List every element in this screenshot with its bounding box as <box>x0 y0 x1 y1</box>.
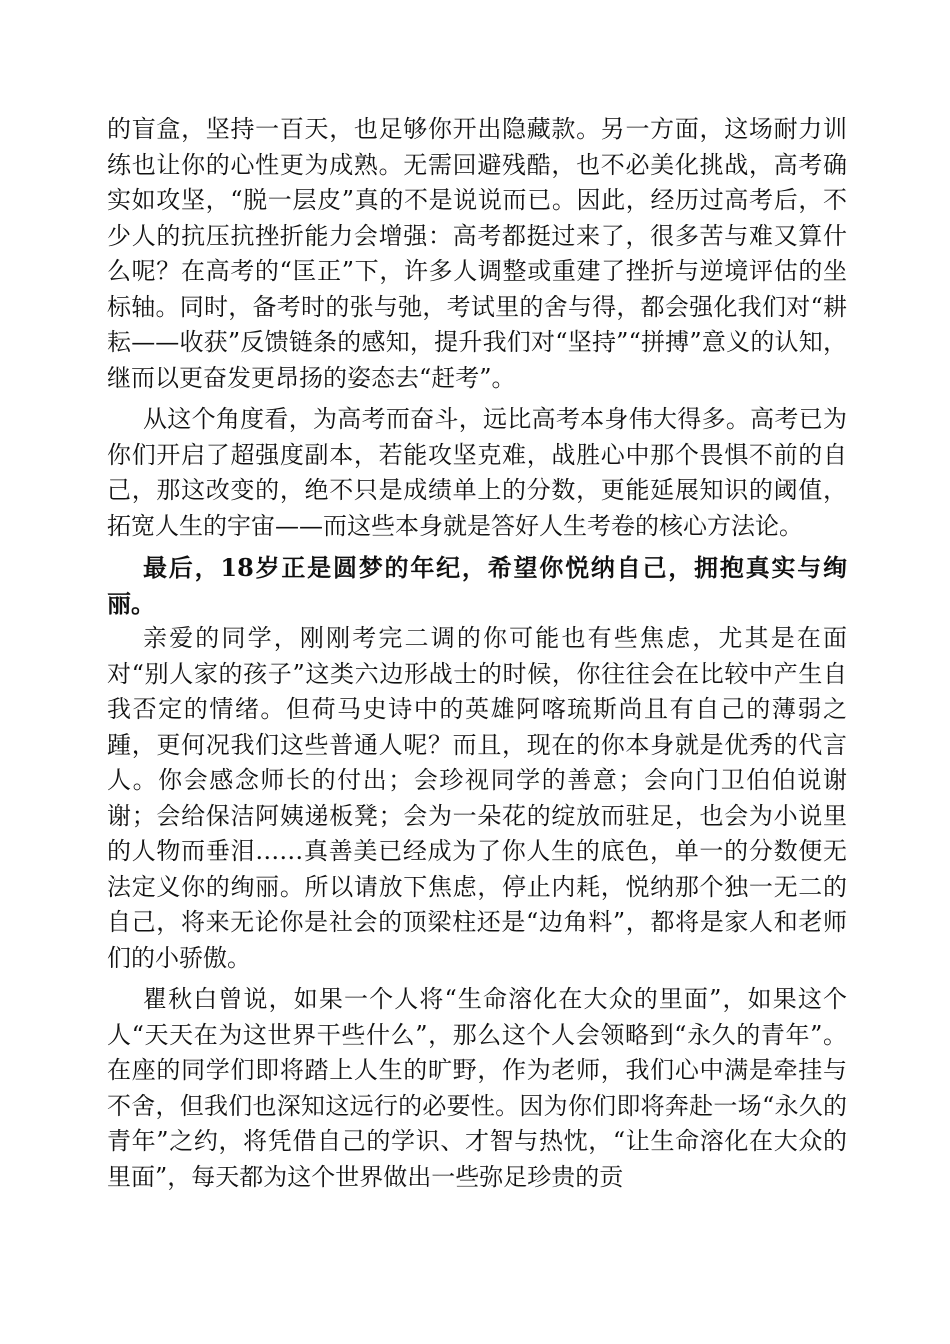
paragraph-3: 亲爱的同学，刚刚考完二调的你可能也有些焦虑，尤其是在面对“别人家的孩子”这类六边形战士的时候，你往往会在比较中产生自我否定的情绪。但荷马史诗中的英雄阿喀琉斯尚且有自己的薄弱之踵，更何况我们这些普通人呢？而且，现在的你本身就是优秀的代言人。你会感念师长的付出；会珍视同学的善意；会向门卫伯伯说谢谢；会给保洁阿姨递板凳；会为一朵花的绽放而驻足，也会为小说里的人物而垂泪……真善美已经成为了你人生的底色，单一的分数便无法定义你的绚丽。所以请放下焦虑，停止内耗，悦纳那个独一无二的自己，将来无论你是社会的顶梁柱还是“边角料”，都将是家人和老师们的小骄傲。 <box>107 624 847 972</box>
paragraph-4: 瞿秋白曾说，如果一个人将“生命溶化在大众的里面”，如果这个人“天天在为这世界干些什么”，那么这个人会领略到“永久的青年”。在座的同学们即将踏上人生的旷野，作为老师，我们心中满是牵挂与不舍，但我们也深知这远行的必要性。因为你们即将奔赴一场“永久的青年”之约，将凭借自己的学识、才智与热忱，“让生命溶化在大众的里面”，每天都为这个世界做出一些弥足珍贵的贡 <box>107 985 847 1191</box>
paragraph-1: 的盲盒，坚持一百天，也足够你开出隐藏款。另一方面，这场耐力训练也让你的心性更为成熟。无需回避残酷，也不必美化挑战，高考确实如攻坚，“脱一层皮”真的不是说说而已。因此，经历过高考后，不少人的抗压抗挫折能力会增强：高考都挺过来了，很多苦与难又算什么呢？在高考的“匡正”下，许多人调整或重建了挫折与逆境评估的坐标轴。同时，备考时的张与弛，考试里的舍与得，都会强化我们对“耕耘——收获”反馈链条的感知，提升我们对“坚持”“拼搏”意义的认知，继而以更奋发更昂扬的姿态去“赶考”。 <box>107 115 847 392</box>
paragraph-2: 从这个角度看，为高考而奋斗，远比高考本身伟大得多。高考已为你们开启了超强度副本，若能攻坚克难，战胜心中那个畏惧不前的自己，那这改变的，绝不只是成绩单上的分数，更能延展知识的阈值，拓宽人生的宇宙——而这些本身就是答好人生考卷的核心方法论。 <box>107 405 847 540</box>
document-page <box>107 112 847 1195</box>
section-heading: 最后，18岁正是圆梦的年纪，希望你悦纳自己，拥抱真实与绚丽。 <box>107 553 847 618</box>
